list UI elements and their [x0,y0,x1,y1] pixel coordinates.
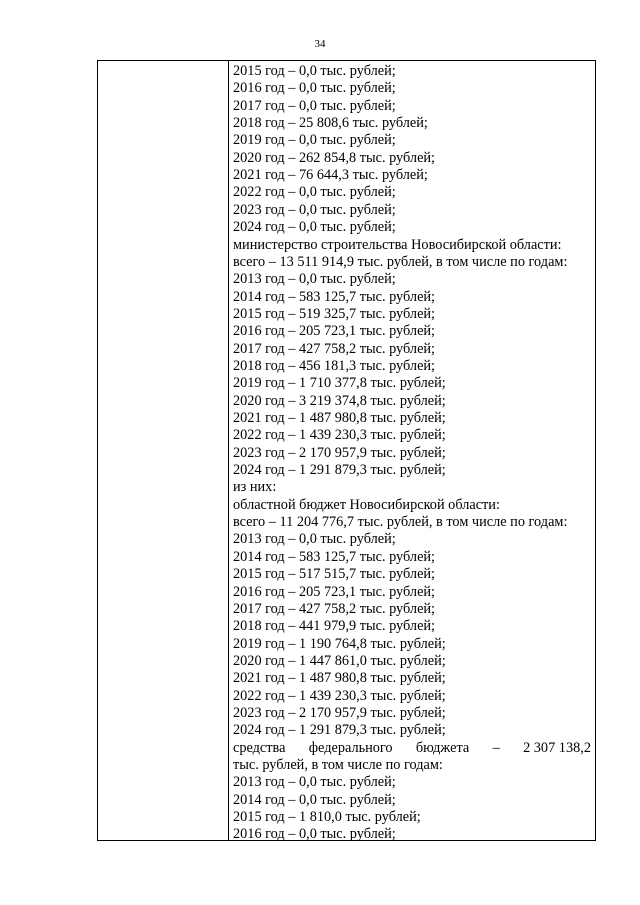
federal-budget-word: 2 307 138,2 [523,739,591,756]
text-line: 2023 год – 2 170 957,9 тыс. рублей; [233,704,446,721]
text-line: 2020 год – 3 219 374,8 тыс. рублей; [233,392,446,409]
text-line: 2015 год – 1 810,0 тыс. рублей; [233,809,421,826]
text-line: 2024 год – 1 291 879,3 тыс. рублей; [233,722,446,739]
text-line: 2017 год – 427 758,2 тыс. рублей; [233,600,436,617]
text-line: областной бюджет Новосибирской области: [233,496,500,513]
text-line: 2013 год – 0,0 тыс. рублей; [233,531,396,548]
text-line: 2018 год – 441 979,9 тыс. рублей; [233,618,436,635]
text-line: тыс. рублей, в том числе по годам: [233,757,443,773]
text-line: 2022 год – 1 439 230,3 тыс. рублей; [233,687,446,704]
table-right-column [229,61,595,843]
federal-budget-word: бюджета [415,739,470,756]
text-line: 2023 год – 0,0 тыс. рублей; [233,201,396,218]
text-line: 2021 год – 1 487 980,8 тыс. рублей; [233,410,446,426]
federal-budget-word: федерального [308,739,393,756]
text-line: 2016 год – 205 723,1 тыс. рублей; [233,583,436,600]
text-line: 2018 год – 25 808,6 тыс. рублей; [233,115,428,132]
text-line: 2024 год – 1 291 879,3 тыс. рублей; [233,462,446,479]
text-line: 2022 год – 1 439 230,3 тыс. рублей; [233,427,446,444]
text-line: 2014 год – 583 125,7 тыс. рублей; [233,548,436,565]
table-left-column [98,61,229,840]
text-line: 2023 год – 2 170 957,9 тыс. рублей; [233,444,446,461]
text-line: 2013 год – 0,0 тыс. рублей; [233,271,396,288]
text-line: 2014 год – 583 125,7 тыс. рублей; [233,288,436,305]
text-line: 2018 год – 456 181,3 тыс. рублей; [233,357,436,374]
text-line: 2019 год – 1 190 764,8 тыс. рублей; [233,635,446,652]
text-line: 2013 год – 0,0 тыс. рублей; [233,774,396,791]
text-line: 2016 год – 0,0 тыс. рублей; [233,826,396,843]
text-line: 2014 год – 0,0 тыс. рублей; [233,791,396,808]
text-line: министерство строительства Новосибирской области: [233,236,562,253]
text-line: 2016 год – 0,0 тыс. рублей; [233,80,396,97]
federal-budget-word: – [492,739,500,756]
text-line: всего – 11 204 776,7 тыс. рублей, в том числе по годам: [233,514,568,531]
text-line: 2019 год – 1 710 377,8 тыс. рублей; [233,375,446,392]
text-line: 2015 год – 0,0 тыс. рублей; [233,63,396,79]
text-line: 2020 год – 1 447 861,0 тыс. рублей; [233,652,446,669]
text-line: 2021 год – 76 644,3 тыс. рублей; [233,167,428,184]
page-number: 34 [314,38,326,50]
text-line: всего – 13 511 914,9 тыс. рублей, в том числе по годам: [233,253,568,270]
text-line: из них: [233,479,277,496]
text-line: 2016 год – 205 723,1 тыс. рублей; [233,323,436,340]
text-line: 2017 год – 427 758,2 тыс. рублей; [233,340,436,357]
federal-budget-word: средства [233,739,286,756]
text-line: 2021 год – 1 487 980,8 тыс. рублей; [233,670,446,687]
text-line: 2019 год – 0,0 тыс. рублей; [233,132,396,149]
text-line: 2020 год – 262 854,8 тыс. рублей; [233,149,436,166]
federal-budget-line [233,740,591,758]
text-line: 2015 год – 519 325,7 тыс. рублей; [233,305,436,322]
text-line: 2022 год – 0,0 тыс. рублей; [233,184,396,201]
text-line: 2015 год – 517 515,7 тыс. рублей; [233,566,436,583]
text-line: 2017 год – 0,0 тыс. рублей; [233,97,396,114]
text-line: 2024 год – 0,0 тыс. рублей; [233,219,396,236]
document-table [97,60,596,841]
